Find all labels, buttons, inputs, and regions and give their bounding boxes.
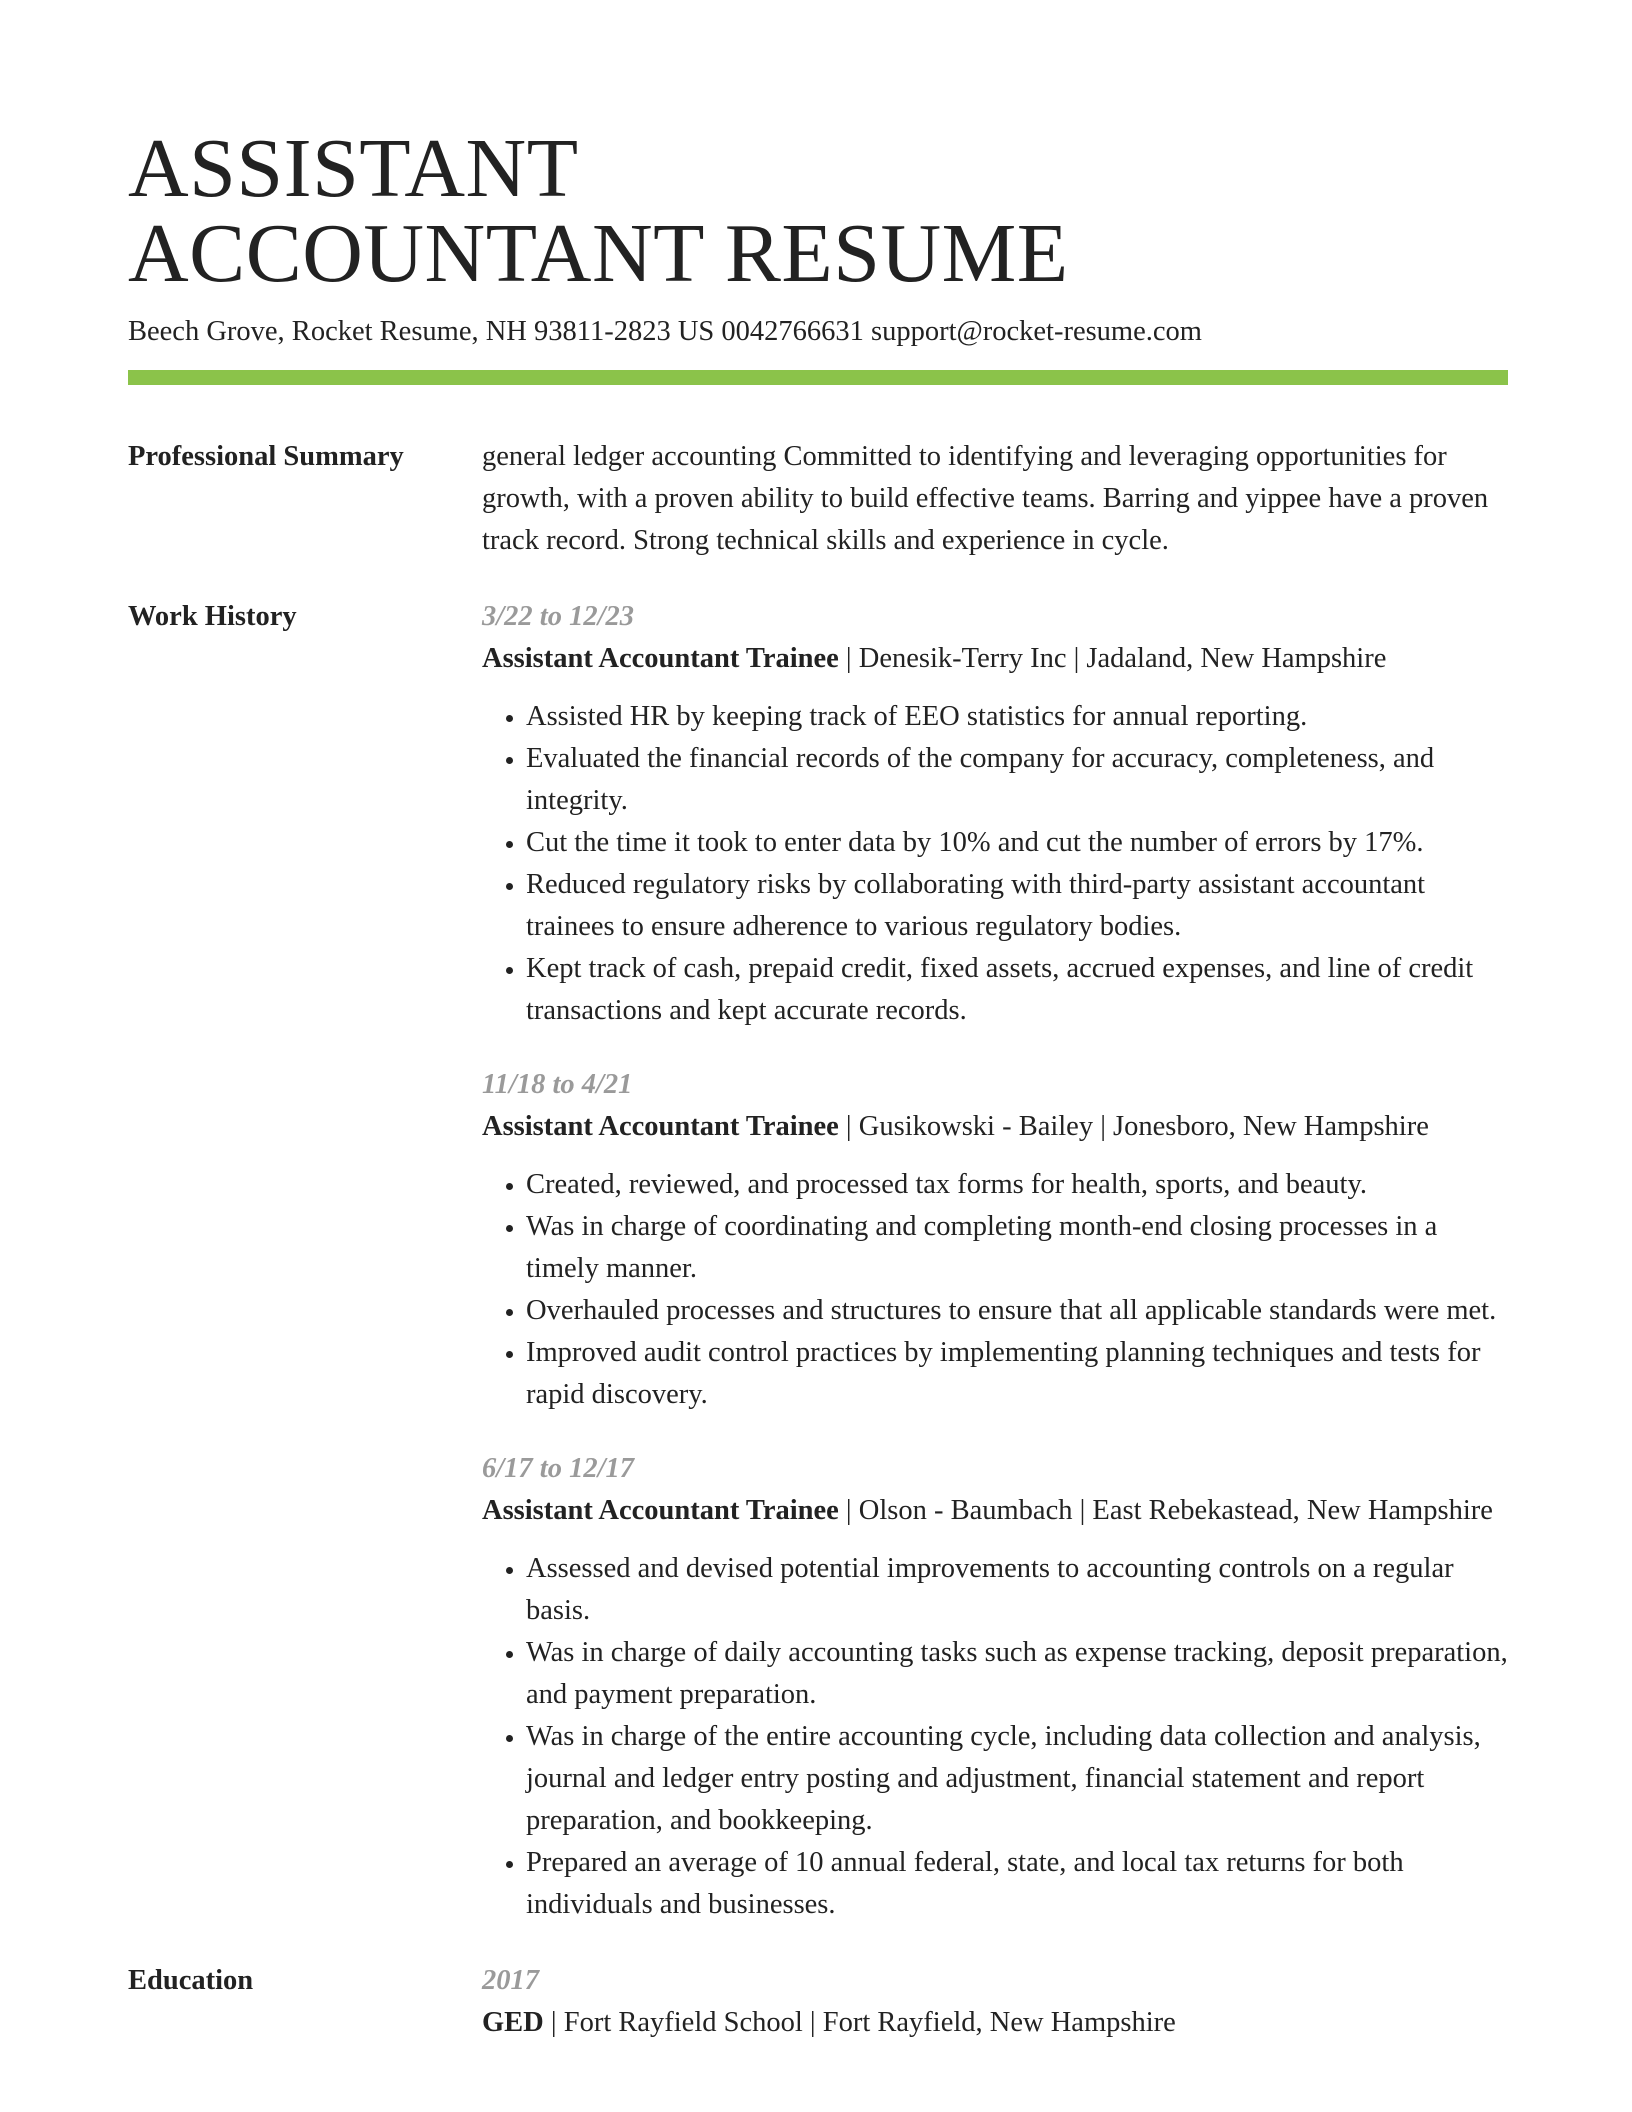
list-item: • Was in charge of coordinating and completing month-end closing processes in a timely manner. [526,1206,1508,1290]
summary-body [482,436,1508,562]
summary-section [128,436,1508,562]
work-history-body [482,596,1508,1926]
list-item: • Cut the time it took to enter data by 10% and cut the number of errors by 17%. [526,822,1508,864]
job-date: 11/18 to 4/21 [482,1069,633,1100]
list-item: • Was in charge of the entire accounting cycle, including data collection and analysis, journal and ledger entry posting and adjustment, financial statement and report preparation, and bookkeeping. [526,1716,1508,1842]
list-item: • Reduced regulatory risks by collaborating with third-party assistant accountant trainees to ensure adherence to various regulatory bodies. [526,864,1508,948]
list-item: • Assisted HR by keeping track of EEO statistics for annual reporting. [526,696,1508,738]
list-item: • Evaluated the financial records of the company for accuracy, completeness, and integrity. [526,738,1508,822]
job-date: 3/22 to 12/23 [482,601,635,632]
job-separator: | [838,1495,859,1526]
education-section [128,1960,1508,2044]
education-heading [482,2002,1508,2044]
job-separator: | [838,643,859,674]
job-entry [482,1448,1508,1926]
list-item: • Assessed and devised potential improvements to accounting controls on a regular basis. [526,1548,1508,1632]
education-separator: | [543,2007,564,2038]
job-date: 6/17 to 12/17 [482,1453,635,1484]
accent-divider [128,370,1508,385]
title-line-2: ACCOUNTANT RESUME [128,207,1069,300]
list-item: • Improved audit control practices by implementing planning techniques and tests for rapid discovery. [526,1332,1508,1416]
list-item: • Prepared an average of 10 annual federal, state, and local tax returns for both individuals and businesses. [526,1842,1508,1926]
list-item: • Was in charge of daily accounting tasks such as expense tracking, deposit preparation, and payment preparation. [526,1632,1508,1716]
job-details: Denesik-Terry Inc | Jadaland, New Hampshire [858,643,1387,674]
education-degree: GED [482,2007,544,2038]
resume-page [128,122,1508,2044]
job-entry [482,596,1508,1032]
section-label-summary: Professional Summary [128,441,404,472]
job-heading [482,638,1508,680]
job-bullets [482,1548,1508,1926]
job-separator: | [838,1111,859,1142]
job-heading [482,1490,1508,1532]
list-item: • Overhauled processes and structures to ensure that all applicable standards were met. [526,1290,1508,1332]
job-bullets [482,696,1508,1032]
education-date: 2017 [482,1965,539,1996]
title-line-1: ASSISTANT [128,122,579,215]
job-heading [482,1106,1508,1148]
job-details: Olson - Baumbach | East Rebekastead, New Hampshire [858,1495,1493,1526]
job-bullets [482,1164,1508,1416]
education-details: Fort Rayfield School | Fort Rayfield, New Hampshire [563,2007,1176,2038]
education-body [482,1960,1508,2044]
page-title [128,122,1508,300]
job-title: Assistant Accountant Trainee [482,643,839,674]
job-entry [482,1064,1508,1416]
resume-header [128,122,1508,385]
contact-line: Beech Grove, Rocket Resume, NH 93811-2823 US 0042766631 support@rocket-resume.com [128,316,1202,347]
section-label-work-history: Work History [128,601,297,632]
job-title: Assistant Accountant Trainee [482,1495,839,1526]
job-title: Assistant Accountant Trainee [482,1111,839,1142]
job-details: Gusikowski - Bailey | Jonesboro, New Hampshire [858,1111,1429,1142]
work-history-section [128,596,1508,1926]
list-item: • Created, reviewed, and processed tax forms for health, sports, and beauty. [526,1164,1508,1206]
section-label-education: Education [128,1965,254,1996]
summary-text: general ledger accounting Committed to identifying and leveraging opportunities for growth, with a proven ability to build effective teams. Barring and yippee have a proven track record. Strong technical skills and experience in cycle. [482,441,1489,556]
list-item: • Kept track of cash, prepaid credit, fixed assets, accrued expenses, and line of credit transactions and kept accurate records. [526,948,1508,1032]
